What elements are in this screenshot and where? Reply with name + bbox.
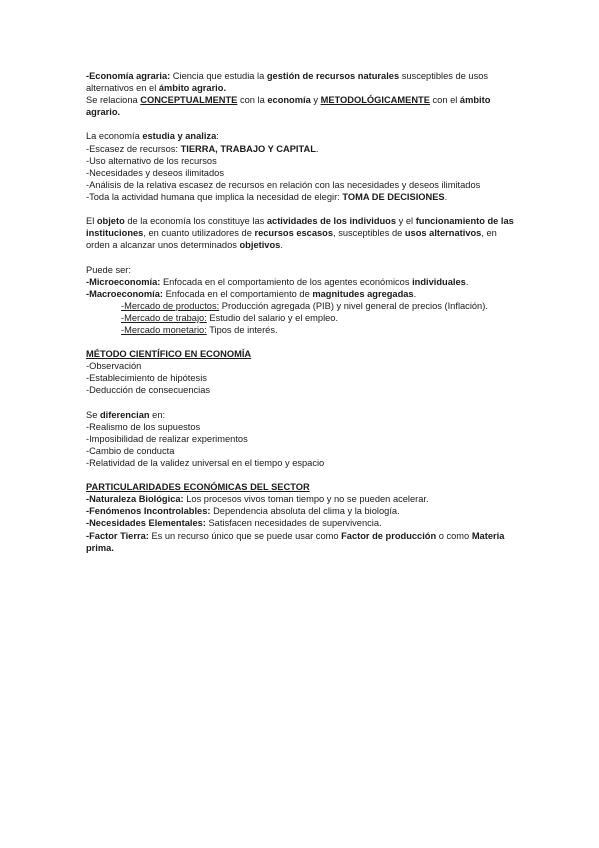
studies-intro: La economía estudia y analiza:	[86, 131, 219, 142]
list-item: -Microeconomía: Enfocada en el comportamiento de los agentes económicos individuales.	[86, 276, 469, 287]
list-item: -Toda la actividad humana que implica la necesidad de elegir: TOMA DE DECISIONES.	[86, 191, 448, 202]
sub-list-item: -Mercado de trabajo: Estudio del salario y el empleo.	[121, 312, 339, 323]
list-item: -Fenómenos Incontrolables: Dependencia absoluta del clima y la biología.	[86, 506, 400, 517]
list-item: -Escasez de recursos: TIERRA, TRABAJO Y CAPITAL.	[86, 143, 319, 154]
sub-list-item: -Mercado monetario: Tipos de interés.	[121, 324, 278, 335]
list-item: -Cambio de conducta	[86, 445, 175, 456]
types-intro: Puede ser:	[86, 264, 131, 275]
list-item: -Uso alternativo de los recursos	[86, 155, 217, 166]
list-item: -Análisis de la relativa escasez de recursos en relación con las necesidades y deseos ilimitados	[86, 179, 481, 190]
list-item: -Relatividad de la validez universal en el tiempo y espacio	[86, 458, 325, 468]
definition-paragraph: -Economía agraria: Ciencia que estudia la gestión de recursos naturales susceptibles de usos alternativos en el ámbito agrario.	[86, 71, 489, 94]
list-item: -Necesidades y deseos ilimitados	[86, 167, 224, 178]
list-item: -Macroeconomía: Enfocada en el comportamiento de magnitudes agregadas.	[86, 288, 417, 299]
list-item: -Realismo de los supuestos	[86, 421, 201, 432]
object-paragraph: El objeto de la economía los constituye las actividades de los individuos y el funcionamiento de las instituciones, en cuanto utilizadores de recursos escasos, susceptibles de usos alternativos, en orden a alcanzar unos determinados objetivos.	[86, 216, 514, 251]
sub-list-item: -Mercado de productos: Producción agregada (PIB) y nivel general de precios (Inflación).	[121, 300, 488, 311]
document-body	[86, 70, 518, 554]
list-item: -Necesidades Elementales: Satisfacen necesidades de supervivencia.	[86, 518, 382, 529]
section-heading: PARTICULARIDADES ECONÓMICAS DEL SECTOR	[86, 482, 310, 493]
list-item: -Naturaleza Biológica: Los procesos vivos toman tiempo y no se pueden acelerar.	[86, 494, 429, 505]
list-item: -Deducción de consecuencias	[86, 385, 211, 396]
list-item: -Imposibilidad de realizar experimentos	[86, 433, 248, 444]
list-item: -Observación	[86, 361, 142, 372]
section-heading: MÉTODO CIENTÍFICO EN ECONOMÍA	[86, 349, 252, 360]
list-item: -Establecimiento de hipótesis	[86, 373, 207, 384]
list-item: -Factor Tierra: Es un recurso único que se puede usar como Factor de producción o como Materia prima.	[86, 530, 505, 553]
differ-intro: Se diferencian en:	[86, 409, 166, 420]
relation-paragraph: Se relaciona CONCEPTUALMENTE con la economía y METODOLÓGICAMENTE con el ámbito agrario.	[86, 95, 491, 118]
